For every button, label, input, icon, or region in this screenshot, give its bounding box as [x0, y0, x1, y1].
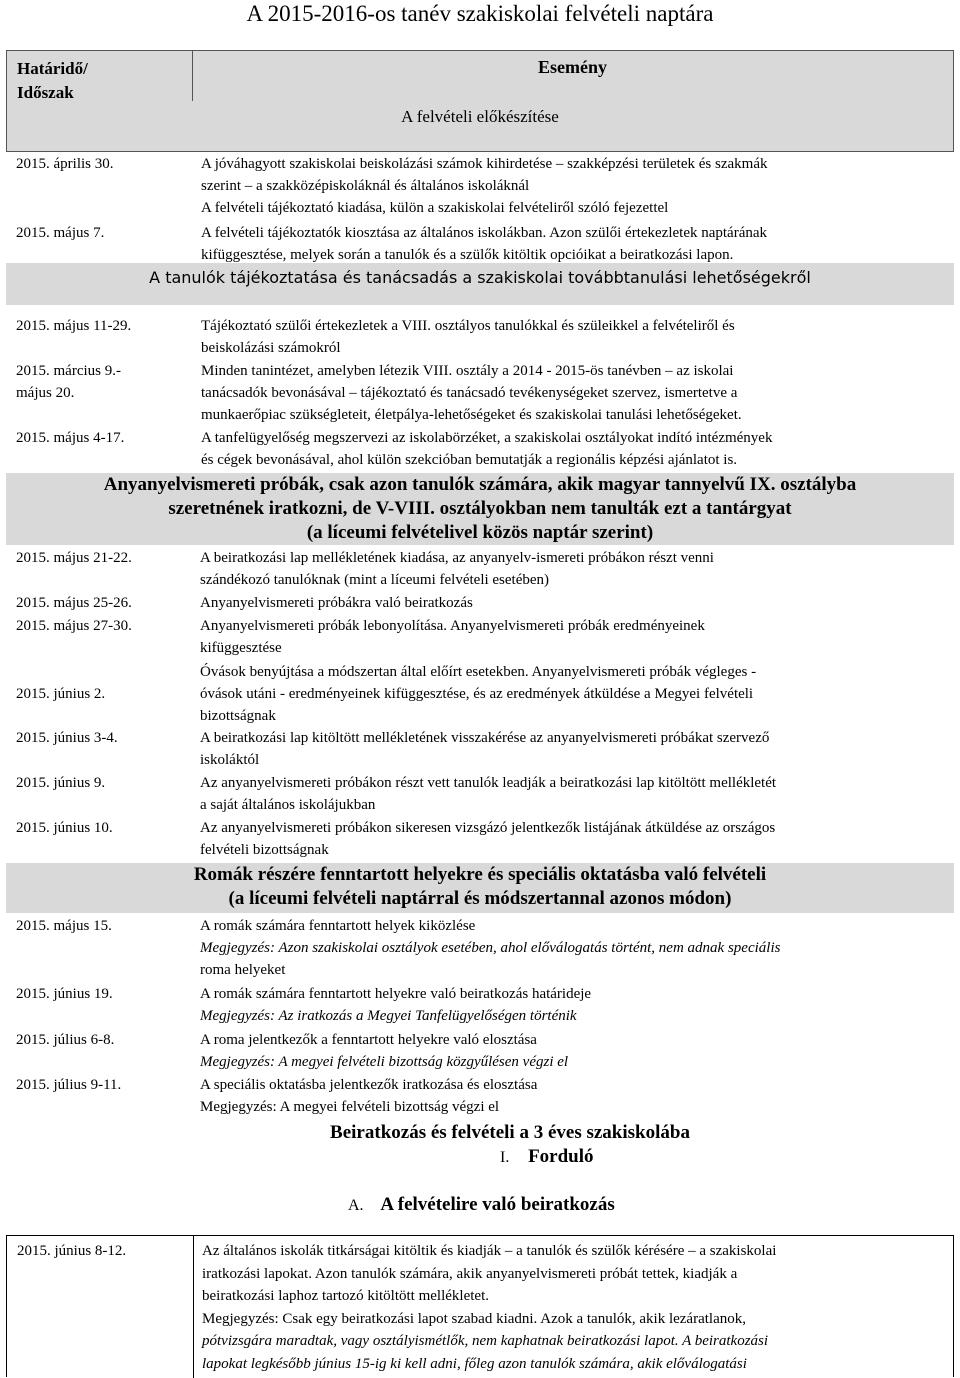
- row-event: Anyanyelvismereti próbák lebonyolítása. Anyanyelvismereti próbák eredményeinek kifüggesztése: [200, 618, 705, 656]
- row-event: A beiratkozási lap kitöltött mellékletének visszakérése az anyanyelvismereti próbákat szervező iskoláktól: [200, 730, 770, 768]
- row-date: 2015. június 2.: [16, 686, 106, 702]
- row-date: 2015. július 9-11.: [16, 1077, 122, 1093]
- row-event: Tájékoztató szülői értekezletek a VIII. osztályos tanulókkal és szüleikkel a felvételiről és beiskolázási számokról: [201, 318, 735, 356]
- row-date: 2015. május 11-29.: [16, 318, 132, 334]
- row-event: Az anyanyelvismereti próbákon részt vett tanulók leadják a beiratkozási lap kitöltött mellékletét a saját általános iskolájukban: [200, 775, 777, 813]
- row-event: A roma jelentkezők a fenntartott helyekre való elosztása Megjegyzés: A megyei felvételi bizottság közgyűlésen végzi el: [200, 1032, 569, 1070]
- row-date: 2015. április 30.: [16, 156, 114, 172]
- row-date: 2015. május 15.: [16, 918, 112, 934]
- section-heading-enrollment: Beiratkozás és felvételi a 3 éves szakiskolába: [330, 1122, 690, 1143]
- page-title: A 2015-2016-os tanév szakiskolai felvételi naptára: [246, 1, 714, 26]
- row-date: 2015. március 9.- május 20.: [16, 363, 121, 401]
- row-date: 2015. június 9.: [16, 775, 106, 791]
- row-date: 2015. május 25-26.: [16, 595, 132, 611]
- section-heading-language-tests: Anyanyelvismereti próbák, csak azon tanulók számára, akik magyar tannyelvű IX. osztályba szeretnének iratkozni, de V-VIII. osztályokban nem tanulták ezt a tantárgyat (a líceumi felvételivel közös naptár szerint): [6, 473, 954, 545]
- row-date: 2015. június 8-12.: [17, 1243, 127, 1259]
- row-date: 2015. június 19.: [16, 986, 113, 1002]
- row-event: Óvások benyújtása a módszertan által előírt esetekben. Anyanyelvismereti próbák végleges - óvások utáni - eredményeinek kifüggesztése, és az eredmények átküldése a Megyei felvételi bizottságnak: [200, 664, 757, 724]
- row-date: 2015. június 3-4.: [16, 730, 118, 746]
- row-event: A beiratkozási lap mellékletének kiadása, az anyanyelv-ismereti próbákon részt venni szándékozó tanulóknak (mint a líceumi felvételi esetében): [200, 550, 714, 588]
- subsection-heading: A. A felvételire való beiratkozás: [348, 1194, 615, 1215]
- row-event: A romák számára fenntartott helyek kiközlése Megjegyzés: Azon szakiskolai osztályok esetében, ahol előválogatás történt, nem adnak speciális roma helyeket: [200, 918, 781, 978]
- row-date: 2015. május 21-22.: [16, 550, 132, 566]
- row-date: 2015. május 4-17.: [16, 430, 125, 446]
- section-heading-preparation: A felvételi előkészítése: [401, 107, 559, 126]
- table-header: [6, 50, 954, 152]
- row-event: A romák számára fenntartott helyekre való beiratkozás határideje Megjegyzés: Az iratkozás a Megyei Tanfelügyelőségen történik: [200, 986, 592, 1024]
- deadline-column-header: Határidő/ Időszak: [17, 59, 88, 102]
- row-event: A felvételi tájékoztatók kiosztása az általános iskolákban. Azon szülői értekezletek naptárának kifüggesztése, melyek során a tanulók és a szülők kitöltik opcióikat a beiratkozási lapon.: [201, 225, 768, 263]
- row-date: 2015. május 27-30.: [16, 618, 132, 634]
- event-column-header: Esemény: [538, 57, 607, 77]
- row-event: Anyanyelvismereti próbákra való beiratkozás: [200, 595, 473, 611]
- row-date: 2015. június 10.: [16, 820, 113, 836]
- row-date: 2015. május 7.: [16, 225, 105, 241]
- round-heading: I. Forduló: [500, 1146, 594, 1167]
- section-heading-roma-special: Romák részére fenntartott helyekre és speciális oktatásba való felvételi (a líceumi felvételi naptárral és módszertannal azonos módon): [6, 863, 954, 913]
- row-event: A jóváhagyott szakiskolai beiskolázási számok kihirdetése – szakképzési területek és szakmák szerint – a szakközépiskoláknál és általános iskoláknál A felvételi tájékoztató kiadása, külön a szakiskolai felvételiről szóló fejezettel: [201, 156, 768, 216]
- enrollment-table: [6, 1235, 954, 1377]
- row-event: A speciális oktatásba jelentkezők iratkozása és elosztása Megjegyzés: A megyei felvételi bizottság végzi el: [200, 1077, 538, 1115]
- row-event: Minden tanintézet, amelyben létezik VIII. osztály a 2014 - 2015-ös tanévben – az iskolai tanácsadók bevonásával – tájékoztató és tanácsadó tevékenységeket szervez, ismertetve a munkaerőpiac szükségleteit, életpálya-lehetőségeket és szakiskolai tanulási lehetőségeket.: [201, 363, 742, 423]
- row-event: A tanfelügyelőség megszervezi az iskolabörzéket, a szakiskolai osztályokat indító intézmények és cégek bevonásával, ahol külön szekcióban bemutatják a regionális képzési ajánlatot is.: [201, 430, 773, 468]
- row-event: Az általános iskolák titkárságai kitöltik és kiadják – a tanulók és szülők kérésére – a szakiskolai iratkozási lapokat. Azon tanulók számára, akik anyanyelvismereti próbát tettek, kiadják a beiratkozási laphoz tartozó kitöltött mellékletet. Megjegyzés: Csak egy beiratkozási lapot szabad kiadni. Azok a tanulók, akik lezáratlanok, pótvizsgára maradtak, vagy osztályismétlők, nem kaphatnak beiratkozási lapot. A beiratkozási lapokat legkésőbb június 15-ig ki kell adni, főleg azon tanulók számára, akik előválogatási: [202, 1243, 777, 1372]
- row-event: Az anyanyelvismereti próbákon sikeresen vizsgázó jelentkezők listájának átküldése az országos felvételi bizottságnak: [200, 820, 776, 858]
- section-heading-counseling: A tanulók tájékoztatása és tanácsadás a szakiskolai továbbtanulási lehetőségekről: [6, 263, 954, 305]
- row-date: 2015. július 6-8.: [16, 1032, 115, 1048]
